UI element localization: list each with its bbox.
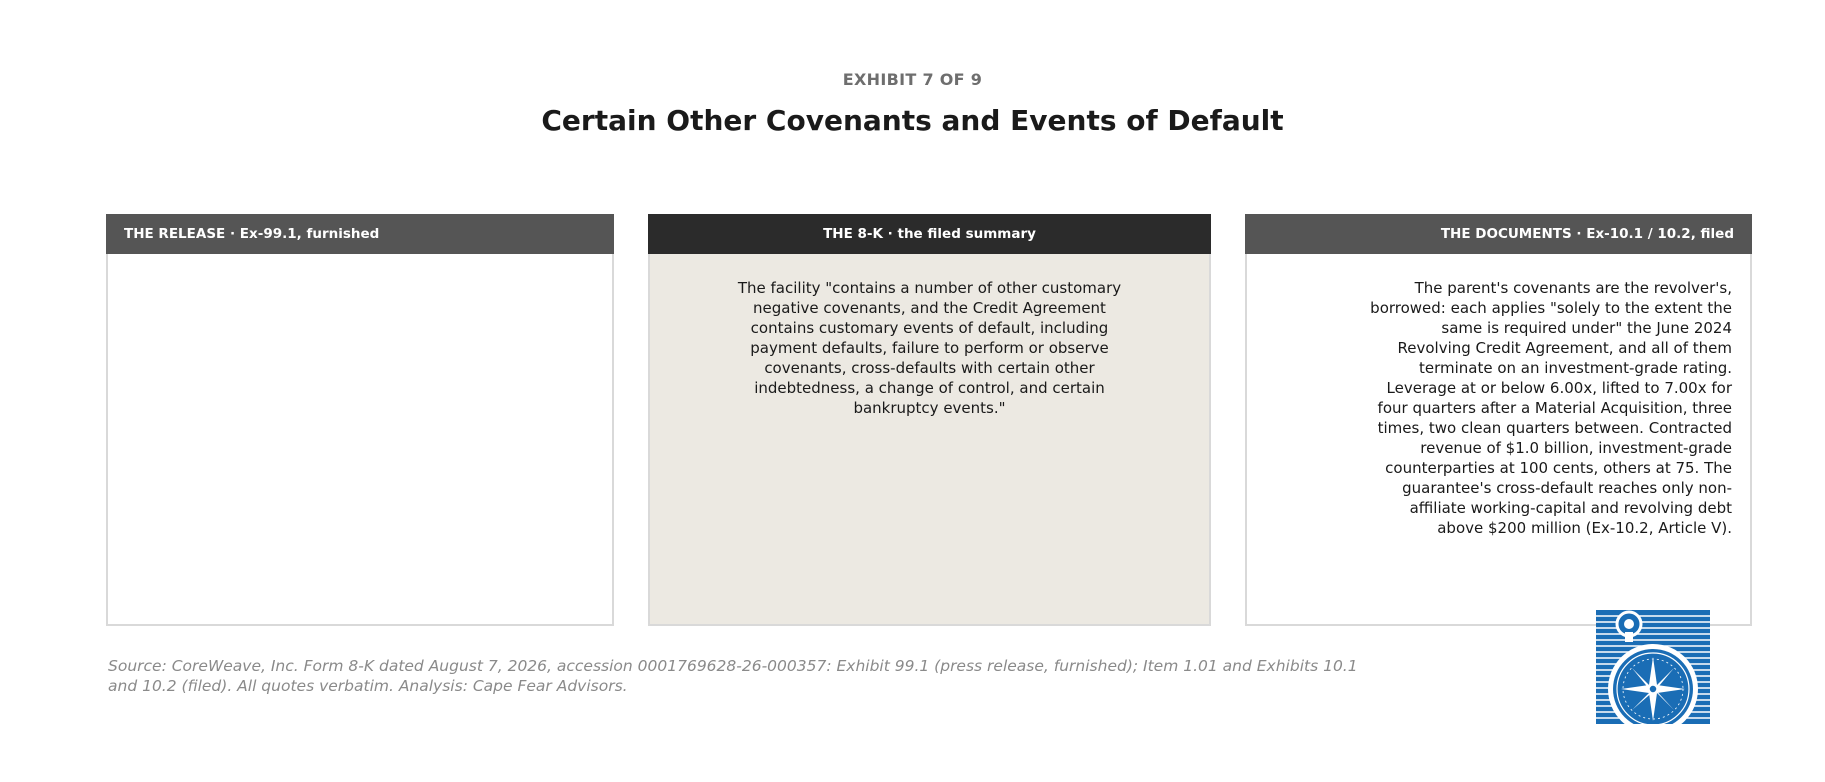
compass-logo [1596, 610, 1710, 724]
filed-summary-panel-header: THE 8-K · the filed summary [648, 214, 1211, 254]
filed-summary-panel [648, 214, 1211, 626]
release-panel-header: THE RELEASE · Ex-99.1, furnished [106, 214, 614, 254]
documents-panel-header: THE DOCUMENTS · Ex-10.1 / 10.2, filed [1245, 214, 1752, 254]
documents-panel [1245, 214, 1752, 626]
compass-icon [1596, 610, 1710, 724]
source-note: Source: CoreWeave, Inc. Form 8-K dated August 7, 2026, accession 0001769628-26-000357: Exhibit 99.1 (press release, furnished); Item 1.01 and Exhibits 10.1 and 10.2 (filed). All quotes verbatim. Analysis: Cape Fear Advisors. [108, 657, 1358, 695]
release-panel [106, 214, 614, 626]
page-title: Certain Other Covenants and Events of Default [541, 104, 1284, 137]
exhibit-label: EXHIBIT 7 OF 9 [842, 70, 983, 89]
filed-summary-panel-body: The facility "contains a number of other customary negative covenants, and the Credit Agreement contains customary events of default, including payment defaults, failure to perform or observe covenants, cross-defaults with certain other indebtedness, a change of control, and certain bankruptcy events." [737, 279, 1122, 417]
documents-panel-body: The parent's covenants are the revolver's, borrowed: each applies "solely to the extent the same is required under" the June 2024 Revolving Credit Agreement, and all of them terminate on an investment-grade rating. Leverage at or below 6.00x, lifted to 7.00x for four quarters after a Material Acquisition, three times, two clean quarters between. Contracted revenue of $1.0 billion, investment-grade counterparties at 100 cents, others at 75. The guarantee's cross-default reaches only non-affiliate working-capital and revolving debt above $200 million (Ex-10.2, Article V). [1370, 279, 1732, 537]
